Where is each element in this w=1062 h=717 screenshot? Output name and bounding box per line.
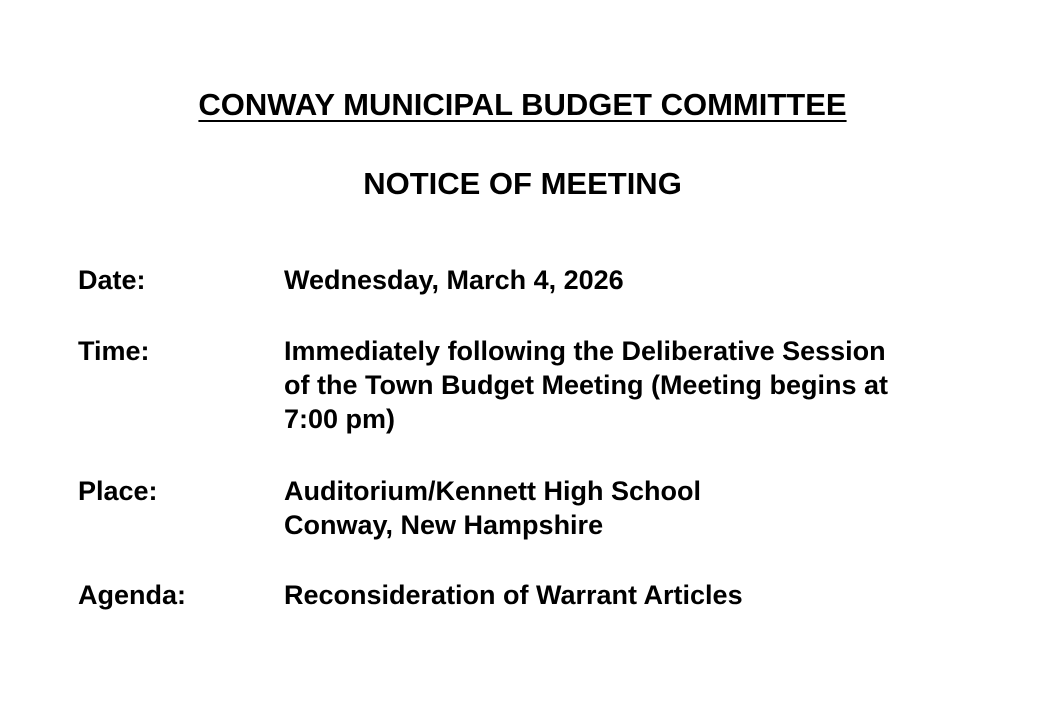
notice-title: NOTICE OF MEETING [363,166,682,201]
committee-title: CONWAY MUNICIPAL BUDGET COMMITTEE [198,87,847,122]
time-value-line: Immediately following the Deliberative Session [284,336,886,366]
agenda-value-text: Reconsideration of Warrant Articles [284,580,743,610]
place-value-line: Conway, New Hampshire [284,510,604,540]
place-value-line: Auditorium/Kennett High School [284,476,701,506]
place-value [284,474,984,542]
agenda-value [284,578,984,612]
time-label: Time: [78,336,150,366]
time-value-line: of the Town Budget Meeting (Meeting begins at [284,370,888,400]
date-value-text: Wednesday, March 4, 2026 [284,265,624,295]
agenda-label: Agenda: [78,580,186,610]
date-label: Date: [78,265,146,295]
time-value [284,334,984,436]
place-label: Place: [78,476,158,506]
time-value-line: 7:00 pm) [284,404,396,434]
date-value [284,263,984,297]
